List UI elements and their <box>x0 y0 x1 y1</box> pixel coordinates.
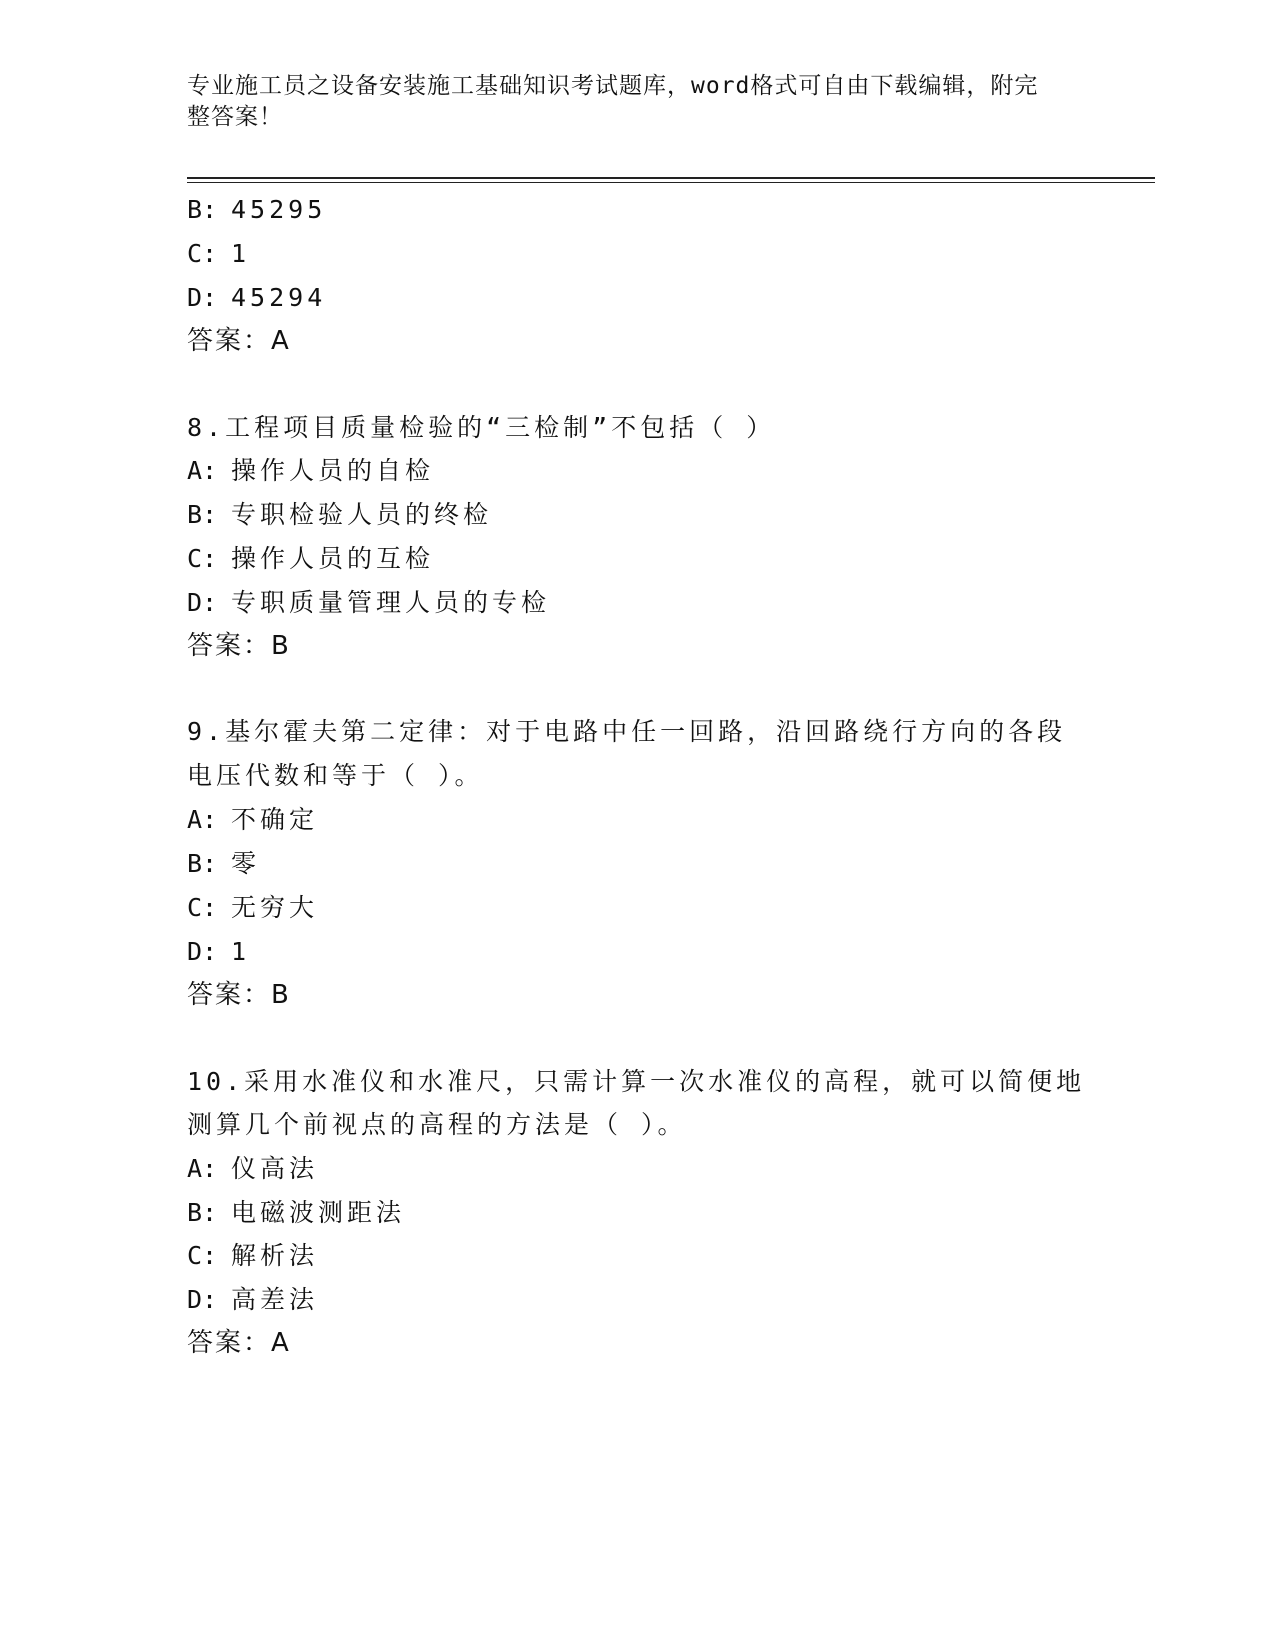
option-line <box>187 1284 318 1316</box>
option-line <box>187 1153 318 1185</box>
option-text: 仪高法 <box>231 1154 319 1183</box>
option-letter: B: <box>187 500 218 529</box>
option-letter: C: <box>187 1241 218 1270</box>
option-line <box>187 1240 318 1272</box>
answer-line: 答案：B <box>187 980 291 1010</box>
option-letter: D: <box>187 283 218 312</box>
question-line: 9.基尔霍夫第二定律：对于电路中任一回路，沿回路绕行方向的各段 <box>187 717 1067 746</box>
option-text: 1 <box>231 937 251 966</box>
header-line-2: 整答案！ <box>187 104 283 130</box>
header-line-1: 专业施工员之设备安装施工基础知识考试题库，word格式可自由下载编辑，附完 <box>187 73 1039 99</box>
header-rule-thin <box>187 182 1155 183</box>
option-letter: A: <box>187 1154 218 1183</box>
option-line <box>187 587 550 619</box>
option-letter: D: <box>187 588 218 617</box>
option-text: 不确定 <box>231 805 319 834</box>
question-line: 8.工程项目质量检验的“三检制”不包括（ ） <box>187 413 776 442</box>
option-line <box>187 194 326 226</box>
option-text: 高差法 <box>231 1285 319 1314</box>
option-text: 45295 <box>231 195 327 224</box>
option-letter: A: <box>187 456 218 485</box>
option-text: 无穷大 <box>231 893 319 922</box>
question-line: 10.采用水准仪和水准尺，只需计算一次水准仪的高程，就可以简便地 <box>187 1067 1086 1096</box>
option-line <box>187 455 434 487</box>
option-text: 电磁波测距法 <box>231 1198 406 1227</box>
answer-line: 答案：A <box>187 1328 291 1358</box>
option-letter: C: <box>187 893 218 922</box>
option-letter: B: <box>187 849 218 878</box>
option-text: 零 <box>231 849 261 878</box>
option-line <box>187 543 434 575</box>
option-text: 专职质量管理人员的专检 <box>231 588 551 617</box>
option-line <box>187 804 318 836</box>
option-letter: A: <box>187 805 218 834</box>
question-line: 测算几个前视点的高程的方法是（ ）。 <box>187 1110 687 1139</box>
option-text: 解析法 <box>231 1241 319 1270</box>
option-line <box>187 848 260 880</box>
option-letter: C: <box>187 544 218 573</box>
option-line <box>187 936 250 968</box>
option-text: 45294 <box>231 283 327 312</box>
option-letter: D: <box>187 1285 218 1314</box>
question-line: 电压代数和等于（ ）。 <box>187 761 484 790</box>
header-rule-thick <box>187 177 1155 179</box>
document-header <box>187 71 1087 133</box>
option-text: 专职检验人员的终检 <box>231 500 493 529</box>
option-letter: B: <box>187 1198 218 1227</box>
option-letter: B: <box>187 195 218 224</box>
option-letter: D: <box>187 937 218 966</box>
option-text: 操作人员的自检 <box>231 456 435 485</box>
option-line <box>187 282 326 314</box>
option-line <box>187 1197 405 1229</box>
option-text: 操作人员的互检 <box>231 544 435 573</box>
answer-line: 答案：A <box>187 326 291 356</box>
option-line <box>187 238 250 270</box>
option-line <box>187 499 492 531</box>
answer-line: 答案：B <box>187 631 291 661</box>
option-letter: C: <box>187 239 218 268</box>
option-text: 1 <box>231 239 251 268</box>
option-line <box>187 892 318 924</box>
